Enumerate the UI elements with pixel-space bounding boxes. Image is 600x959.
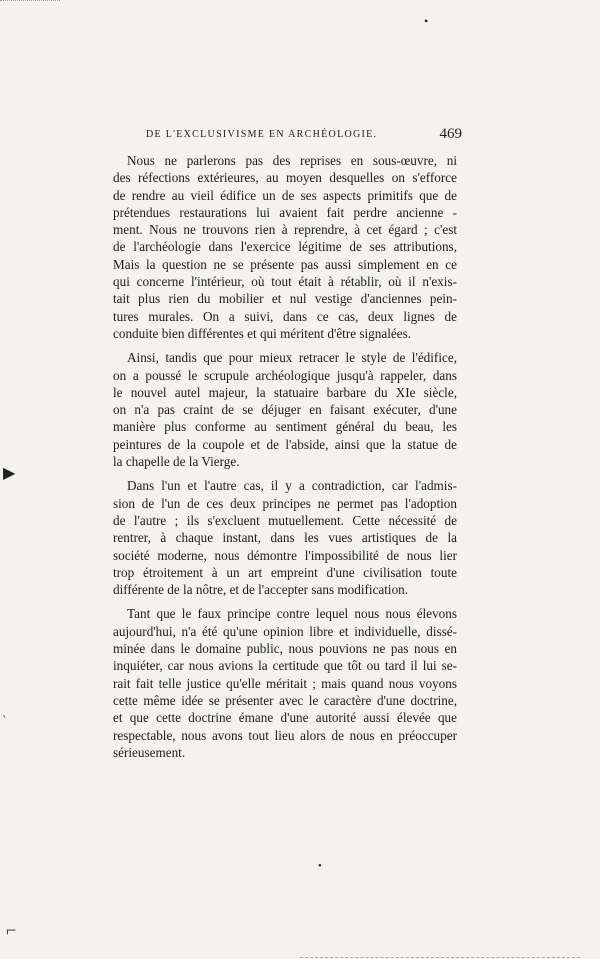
text-line: on a poussé le scrupule archéologique jusqu'à rappeler, dans bbox=[113, 367, 457, 383]
page-number: 469 bbox=[439, 126, 462, 142]
text-line: prétendues restaurations lui avaient fait perdre ancienne - bbox=[113, 204, 457, 220]
text-line: Mais la question ne se présente pas aussi simplement en ce bbox=[113, 256, 457, 272]
text-line: rentrer, à chaque instant, dans les vues artistiques de la bbox=[113, 530, 457, 546]
text-line: on n'a pas craint de se déjuger en faisant exécuter, d'une bbox=[113, 402, 457, 418]
text-line: de l'autre ; ils s'excluent mutuellement. Cette nécessité de bbox=[113, 512, 457, 528]
text-line: sion de l'un de ces deux principes ne permet pas l'adoption bbox=[113, 495, 457, 511]
paragraph-gap bbox=[113, 598, 457, 605]
text-line: conduite bien différentes et qui méritent d'être signalées. bbox=[113, 325, 412, 341]
top-edge-rule bbox=[0, 0, 60, 1]
text-line: minée dans le domaine public, nous pouvions ne pas nous en bbox=[113, 641, 457, 657]
text-line: sérieusement. bbox=[113, 744, 186, 760]
side-hook-mark: ⌐ bbox=[6, 920, 17, 940]
text-line: de rendre au vieil édifice un de ses aspects primitifs que de bbox=[113, 187, 457, 203]
top-dot-mark: • bbox=[424, 14, 429, 28]
running-title: DE L'EXCLUSIVISME EN ARCHÉOLOGIE. bbox=[146, 129, 378, 140]
text-line: qui concerne l'intérieur, où tout était à rétablir, où il n'exis- bbox=[113, 274, 457, 290]
paragraph-gap bbox=[113, 342, 457, 349]
text-line: tures murales. On a suivi, dans ce cas, deux lignes de bbox=[113, 308, 457, 324]
paragraph bbox=[113, 605, 457, 761]
text-line: la chapelle de la Vierge. bbox=[113, 454, 240, 470]
text-line: Dans l'un et l'autre cas, il y a contradiction, car l'admis- bbox=[127, 478, 457, 494]
bottom-dot-mark: • bbox=[318, 860, 322, 872]
side-tick-mark: ˎ bbox=[1, 703, 11, 719]
text-line: Ainsi, tandis que pour mieux retracer le style de l'édifice, bbox=[127, 350, 457, 366]
text-line: Tant que le faux principe contre lequel nous nous élevons bbox=[127, 606, 457, 622]
bottom-edge-rule bbox=[300, 957, 580, 958]
text-line: société moderne, nous démontre l'impossibilité de nous lier bbox=[113, 547, 457, 563]
text-line: peintures de la coupole et de l'abside, ainsi que la statue de bbox=[113, 436, 457, 452]
paragraph bbox=[113, 152, 457, 342]
text-line: respectable, nous avons tout lieu alors de nous en préoccuper bbox=[113, 727, 457, 743]
text-line: le nouvel autel majeur, la statuaire barbare du XIe siècle, bbox=[113, 384, 457, 400]
text-line: inquiéter, car nous avions la certitude que tôt ou tard il lui se- bbox=[113, 658, 457, 674]
paragraph-gap bbox=[113, 470, 457, 477]
text-line: cette même idée se présenter avec le caractère d'une doctrine, bbox=[113, 692, 457, 708]
paragraph bbox=[113, 349, 457, 470]
text-line: rait fait telle justice qu'elle méritait ; mais quand nous voyons bbox=[113, 675, 457, 691]
text-line: aujourd'hui, n'a été qu'une opinion libre et individuelle, dissé- bbox=[113, 623, 457, 639]
text-line: trop étroitement à un art empreint d'une civilisation toute bbox=[113, 564, 457, 580]
text-line: différente de la nôtre, et de l'accepter sans modification. bbox=[113, 582, 409, 598]
paragraph bbox=[113, 477, 457, 598]
text-line: et que cette doctrine émane d'une autorité aussi élevée que bbox=[113, 710, 457, 726]
text-line: manière plus conforme au sentiment général du beau, les bbox=[113, 419, 457, 435]
text-line: tait plus rien du mobilier et nul vestige d'anciennes pein- bbox=[113, 291, 457, 307]
text-line: de l'archéologie dans l'exercice légitime de ses attributions, bbox=[113, 239, 457, 255]
page-header bbox=[120, 126, 462, 146]
side-arrow-mark: ▶ bbox=[3, 465, 16, 482]
text-line: ment. Nous ne trouvons rien à reprendre, à cet égard ; c'est bbox=[113, 222, 457, 238]
text-line: Nous ne parlerons pas des reprises en sous-œuvre, ni bbox=[127, 153, 457, 168]
text-line: des réfections extérieures, au moyen desquelles on s'efforce bbox=[113, 170, 457, 186]
body-text bbox=[113, 152, 457, 761]
